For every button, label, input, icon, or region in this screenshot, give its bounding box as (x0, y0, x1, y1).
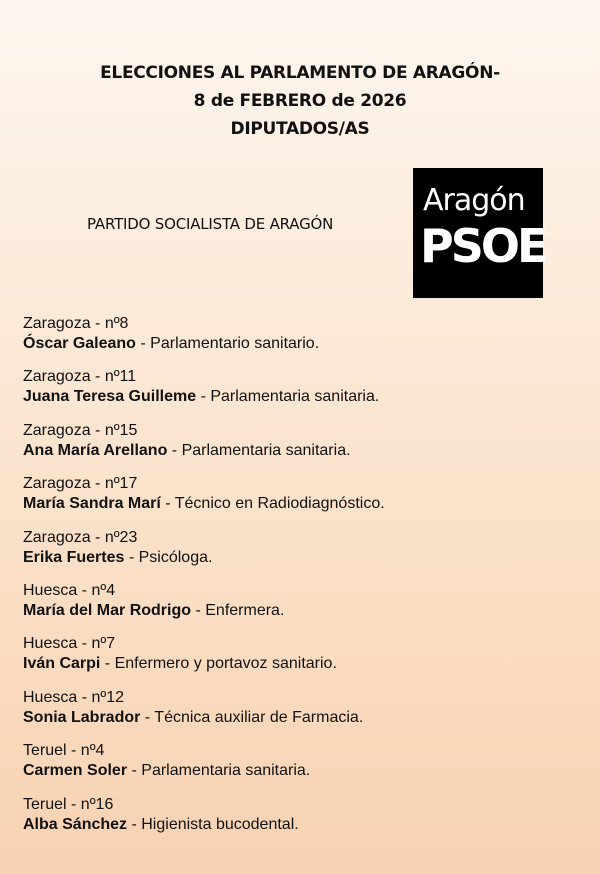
candidate-position: Huesca - nº7 (23, 635, 116, 653)
candidate-position: Zaragoza - nº8 (23, 315, 129, 332)
candidate-detail (23, 815, 583, 835)
candidate-name: Erika Fuertes (23, 548, 125, 566)
candidate-name: Carmen Soler (23, 762, 128, 780)
candidate-item (23, 367, 583, 420)
candidate-role: - Parlamentaria sanitaria. (196, 388, 380, 406)
candidate-name: María Sandra Marí (23, 495, 161, 513)
candidate-position: Zaragoza - nº15 (23, 421, 138, 439)
candidate-detail (23, 601, 583, 621)
candidate-position: Huesca - nº4 (23, 581, 116, 599)
candidate-position: Zaragoza - nº17 (23, 475, 138, 493)
candidate-detail (23, 441, 583, 461)
candidate-position: Zaragoza - nº23 (23, 528, 138, 546)
candidate-position: Huesca - nº12 (23, 688, 125, 706)
candidate-role: - Técnico en Radiodiagnóstico. (160, 495, 385, 513)
candidate-detail (23, 654, 583, 674)
candidate-position: Teruel - nº16 (23, 795, 114, 813)
title-line-election: ELECCIONES AL PARLAMENTO DE ARAGÓN- (100, 63, 500, 83)
candidate-detail (23, 494, 583, 514)
psoe-aragon-logo (413, 168, 546, 298)
candidate-list (23, 314, 583, 848)
candidate-item (23, 581, 583, 634)
candidate-role: - Parlamentaria sanitaria. (167, 441, 351, 459)
candidate-position: Teruel - nº4 (23, 742, 105, 760)
candidate-detail (23, 387, 583, 407)
candidate-item (23, 421, 583, 474)
candidate-role: - Higienista bucodental. (127, 815, 299, 833)
candidate-name: Alba Sánchez (23, 815, 128, 833)
candidate-role: - Enfermera. (191, 601, 285, 619)
candidate-item (23, 528, 583, 581)
candidate-detail (23, 761, 583, 781)
candidate-role: - Parlamentario sanitario. (135, 335, 320, 352)
candidate-detail (23, 708, 583, 728)
candidate-item (23, 474, 583, 527)
candidate-role: - Enfermero y portavoz sanitario. (100, 655, 337, 673)
candidate-role: - Psicóloga. (124, 548, 213, 566)
candidate-name: Sonia Labrador (23, 708, 141, 726)
candidate-item (23, 688, 583, 741)
candidate-item (23, 634, 583, 687)
title-line-date: 8 de FEBRERO de 2026 (193, 91, 407, 111)
party-name: PARTIDO SOCIALISTA DE ARAGÓN (87, 215, 334, 233)
candidate-name: Ana María Arellano (23, 441, 168, 459)
candidate-position: Zaragoza - nº11 (23, 368, 137, 386)
candidate-name: Óscar Galeano (23, 335, 136, 352)
candidate-item (23, 314, 583, 367)
title-line-deputies: DIPUTADOS/AS (230, 119, 370, 139)
logo-region-text: Aragón (423, 183, 525, 218)
candidate-role: - Técnica auxiliar de Farmacia. (140, 708, 364, 726)
logo-brand-text: PSOE (420, 219, 546, 273)
page-title (0, 59, 600, 143)
candidate-item (23, 741, 583, 794)
candidate-name: María del Mar Rodrigo (23, 601, 192, 619)
candidate-detail (23, 334, 583, 354)
candidate-name: Juana Teresa Guilleme (23, 388, 197, 406)
candidate-detail (23, 548, 583, 568)
candidate-name: Iván Carpi (23, 655, 101, 673)
candidate-role: - Parlamentaria sanitaria. (127, 762, 311, 780)
candidate-item (23, 795, 583, 848)
